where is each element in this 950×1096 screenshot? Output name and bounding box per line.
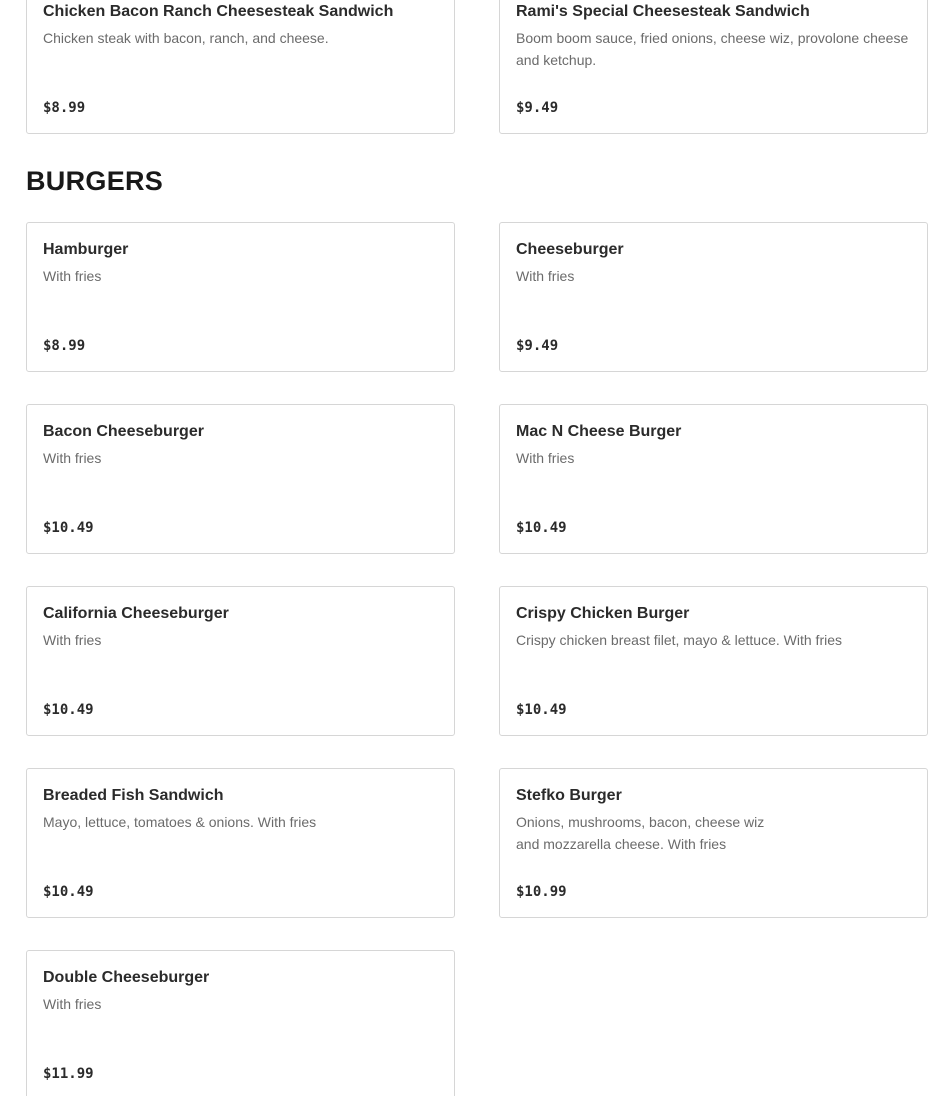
menu-item-card[interactable] xyxy=(499,222,928,372)
menu-item-name: Chicken Bacon Ranch Cheesesteak Sandwich xyxy=(43,3,394,20)
menu-item-card[interactable] xyxy=(499,768,928,918)
menu-item-name: Bacon Cheeseburger xyxy=(43,423,204,440)
menu-item-card[interactable] xyxy=(499,586,928,736)
menu-item-name: Rami's Special Cheesesteak Sandwich xyxy=(516,3,810,20)
menu-item-price: $8.99 xyxy=(43,100,86,116)
menu-item-card[interactable] xyxy=(499,404,928,554)
menu-item-card[interactable] xyxy=(26,586,455,736)
menu-item-card[interactable] xyxy=(26,768,455,918)
menu-item-description: With fries xyxy=(43,268,102,284)
menu-item-description: Crispy chicken breast filet, mayo & lettuce. With fries xyxy=(516,632,842,648)
menu-item-description: Chicken steak with bacon, ranch, and cheese. xyxy=(43,30,329,46)
menu-item-price: $10.49 xyxy=(516,520,567,536)
menu-item-description: Boom boom sauce, fried onions, cheese wiz, provolone cheese and ketchup. xyxy=(516,30,909,68)
menu-item-price: $9.49 xyxy=(516,100,559,116)
menu-item-price: $11.99 xyxy=(43,1066,94,1082)
menu-item-name: Stefko Burger xyxy=(516,787,622,804)
menu-item-name: Double Cheeseburger xyxy=(43,969,210,986)
menu-item-name: Hamburger xyxy=(43,241,129,258)
menu-item-price: $10.49 xyxy=(516,702,567,718)
menu-item-name: Mac N Cheese Burger xyxy=(516,423,682,440)
menu-item-description: Mayo, lettuce, tomatoes & onions. With fries xyxy=(43,814,317,830)
menu-item-name: Crispy Chicken Burger xyxy=(516,605,690,622)
section-title: BURGERS xyxy=(26,166,164,196)
menu-item-description: Onions, mushrooms, bacon, cheese wiz and mozzarella cheese. With fries xyxy=(516,814,765,852)
menu-item-name: California Cheeseburger xyxy=(43,605,229,622)
menu-item-price: $10.49 xyxy=(43,702,94,718)
menu-item-price: $10.49 xyxy=(43,884,94,900)
menu-item-card[interactable] xyxy=(499,0,928,134)
menu-item-description: With fries xyxy=(516,268,575,284)
menu-item-name: Breaded Fish Sandwich xyxy=(43,787,224,804)
menu-item-card[interactable] xyxy=(26,404,455,554)
menu-item-card[interactable] xyxy=(26,0,455,134)
menu-item-price: $9.49 xyxy=(516,338,559,354)
menu-item-price: $10.99 xyxy=(516,884,567,900)
menu-item-price: $10.49 xyxy=(43,520,94,536)
menu-item-description: With fries xyxy=(43,996,102,1012)
menu-item-description: With fries xyxy=(43,632,102,648)
menu-item-description: With fries xyxy=(43,450,102,466)
menu-item-name: Cheeseburger xyxy=(516,241,624,258)
menu-item-description: With fries xyxy=(516,450,575,466)
menu-item-price: $8.99 xyxy=(43,338,86,354)
menu-item-card[interactable] xyxy=(26,950,455,1096)
menu-item-card[interactable] xyxy=(26,222,455,372)
